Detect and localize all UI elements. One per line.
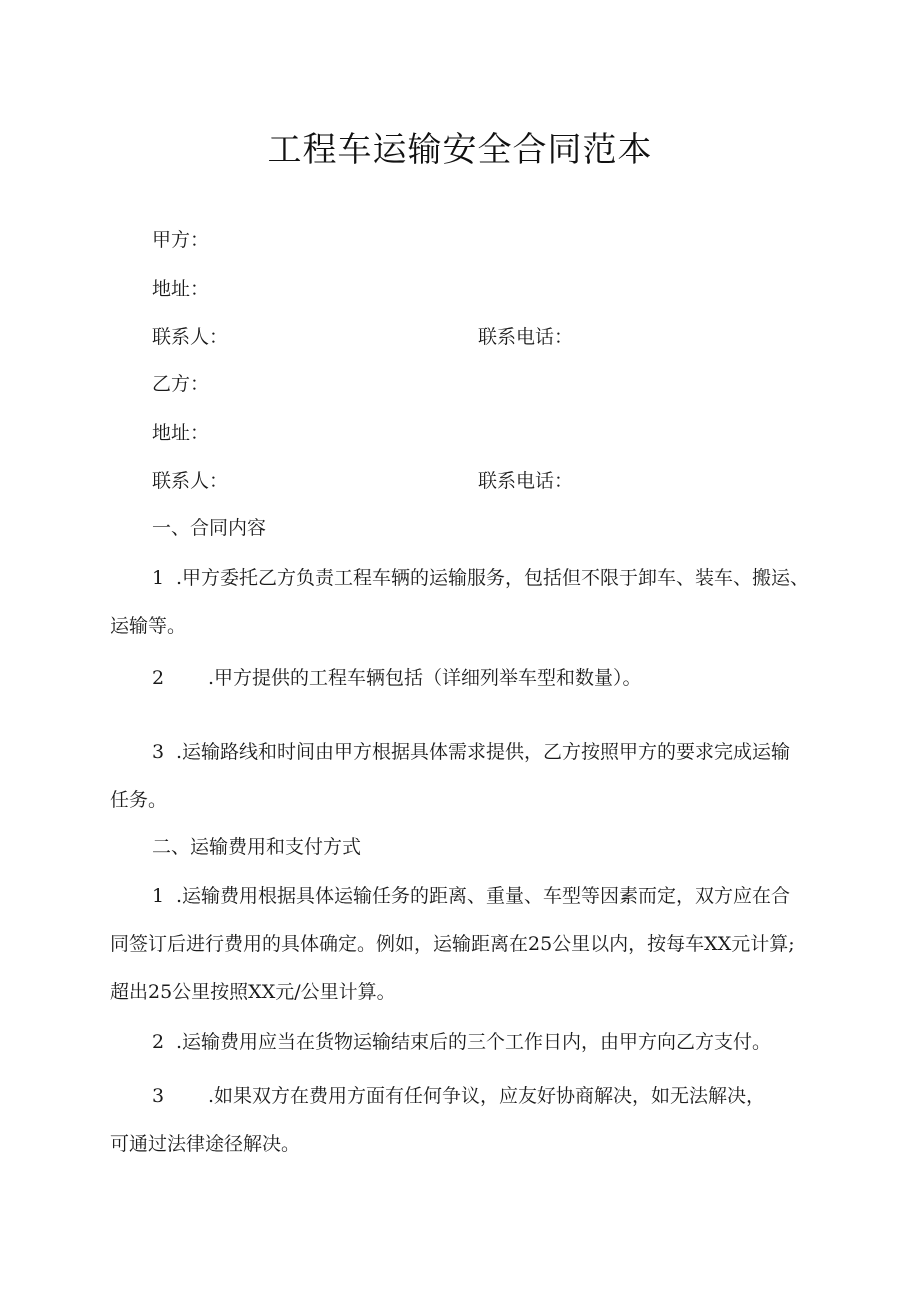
item-text: .如果双方在费用方面有任何争议，应友好协商解决，如无法解决， [208,1085,766,1107]
section-2-item-2 [110,1030,820,1054]
section-1-item-2 [110,666,820,690]
section-1-item-3 [110,740,820,812]
section-2-item-3 [110,1084,820,1156]
item-text-continued: 同签订后进行费用的具体确定。例如，运输距离在25公里以内，按每车XX元计算; [110,933,795,955]
item-text-continued: 任务。 [110,789,168,811]
section-2-item-1 [110,884,820,1004]
item-text: .运输费用根据具体运输任务的距离、重量、车型等因素而定，双方应在合 [176,885,791,907]
party-b-name-label: 乙方： [152,373,210,395]
item-text-continued: 运输等。 [110,615,187,637]
section-1-heading: 一、合同内容 [152,517,267,539]
item-number: 2 [152,1031,165,1053]
party-a-name-label: 甲方： [152,229,210,251]
party-b-contact-label: 联系人： [152,470,229,492]
item-text: .运输费用应当在货物运输结束后的三个工作日内，由甲方向乙方支付。 [176,1031,772,1053]
party-b-phone-label: 联系电话： [478,470,574,492]
item-text-continued: 超出25公里按照XX元/公里计算。 [110,981,396,1003]
document-title: 工程车运输安全合同范本 [267,130,653,170]
item-number: 1 [152,885,165,907]
item-text-continued: 可通过法律途径解决。 [110,1133,301,1155]
item-number: 3 [152,741,165,763]
item-text: .甲方委托乙方负责工程车辆的运输服务，包括但不限于卸车、装车、搬运、 [176,567,810,589]
party-b-address-label: 地址： [152,422,210,444]
item-text: .甲方提供的工程车辆包括（详细列举车型和数量）。 [208,667,642,689]
party-a-address-label: 地址： [152,278,210,300]
item-number: 2 [152,667,165,689]
section-1-item-1 [110,566,820,638]
item-number: 3 [152,1085,165,1107]
section-2-heading: 二、运输费用和支付方式 [152,836,362,858]
party-a-contact-label: 联系人： [152,326,229,348]
party-a-phone-label: 联系电话： [478,326,574,348]
item-text: .运输路线和时间由甲方根据具体需求提供，乙方按照甲方的要求完成运输 [176,741,791,763]
item-number: 1 [152,567,165,589]
